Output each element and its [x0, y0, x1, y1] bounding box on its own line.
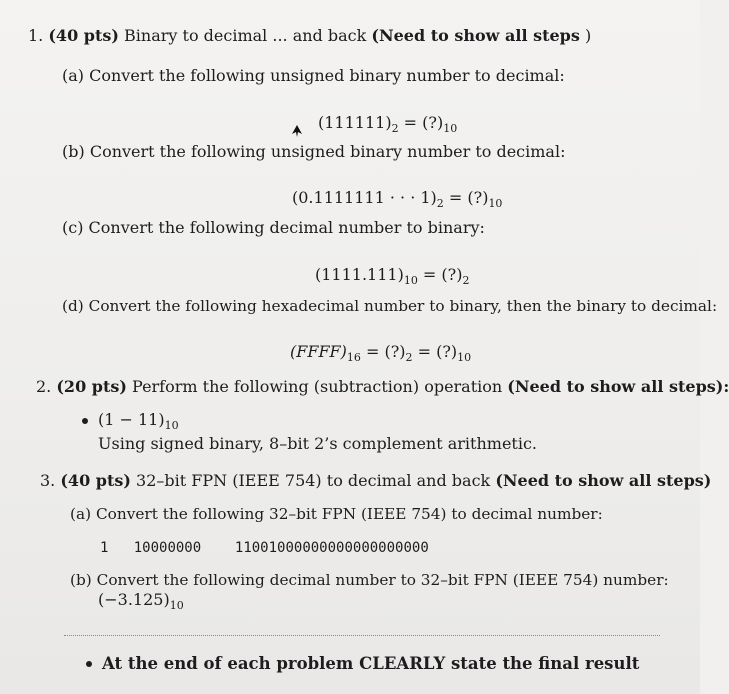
- q3-title: 32–bit FPN (IEEE 754) to decimal and back: [136, 471, 491, 490]
- q1b-math: (0.1111111 · · · $1)_2$ = $(?)_{10}$: [292, 188, 503, 210]
- q3a-text: (a) Convert the following 32–bit FPN (IEEE 754) to decimal number:: [70, 505, 603, 523]
- q3-note: (Need to show all steps): [495, 471, 712, 490]
- q2-expression: $(1 - 11)_{10}$: [98, 410, 179, 432]
- sign-bit: 1: [100, 540, 109, 556]
- mouse-cursor-icon: [290, 124, 304, 138]
- q3-number: 3.: [40, 471, 56, 490]
- bullet-icon: [82, 418, 88, 424]
- q1-heading: 1. (40 pts) Binary to decimal ... and back (Need to show all steps ): [28, 26, 592, 45]
- exponent-bits: 10000000: [133, 540, 202, 556]
- q1c-text: (c) Convert the following decimal number to binary:: [62, 218, 485, 237]
- q2-number: 2.: [36, 377, 52, 396]
- q1c-math: $(1111.111)_{10}$ = $(?)_2$: [315, 265, 470, 287]
- q1-number: 1.: [28, 26, 44, 45]
- q3a-fpn-bits: [100, 538, 429, 558]
- footer-note: At the end of each problem CLEARLY state the final result: [102, 654, 640, 673]
- q1a-text: (a) Convert the following unsigned binary number to decimal:: [62, 66, 565, 85]
- q1-note: (Need to show all steps: [371, 26, 580, 45]
- q1b-text: (b) Convert the following unsigned binary number to decimal:: [62, 142, 566, 161]
- bullet-icon: [86, 661, 92, 667]
- q2-title: Perform the following (subtraction) operation: [132, 377, 503, 396]
- q2-note: (Need to show all steps):: [507, 377, 729, 396]
- mantissa-bits: 11001000000000000000000: [234, 540, 429, 556]
- q2-method: Using signed binary, 8–bit 2’s complement arithmetic.: [98, 434, 537, 453]
- q2-points: (20 pts): [56, 377, 127, 396]
- q3b-text: (b) Convert the following decimal number to 32–bit FPN (IEEE 754) number:: [70, 571, 669, 589]
- q1a-math: $(111111)_2$ = $(?)_{10}$: [318, 113, 458, 135]
- q3-points: (40 pts): [60, 471, 131, 490]
- q3b-value: $(-3.125)_{10}$: [98, 590, 184, 612]
- q1d-math: $(FFFF)_{16}$ = $(?)_2$ = $(?)_{10}$: [290, 342, 472, 364]
- q1-title: Binary to decimal ... and back: [124, 26, 367, 45]
- q3-heading: [40, 471, 711, 491]
- q1d-text: (d) Convert the following hexadecimal number to binary, then the binary to decimal:: [62, 297, 718, 315]
- q2-heading: [36, 377, 729, 397]
- divider: [64, 635, 660, 636]
- q1-points: (40 pts): [48, 26, 119, 45]
